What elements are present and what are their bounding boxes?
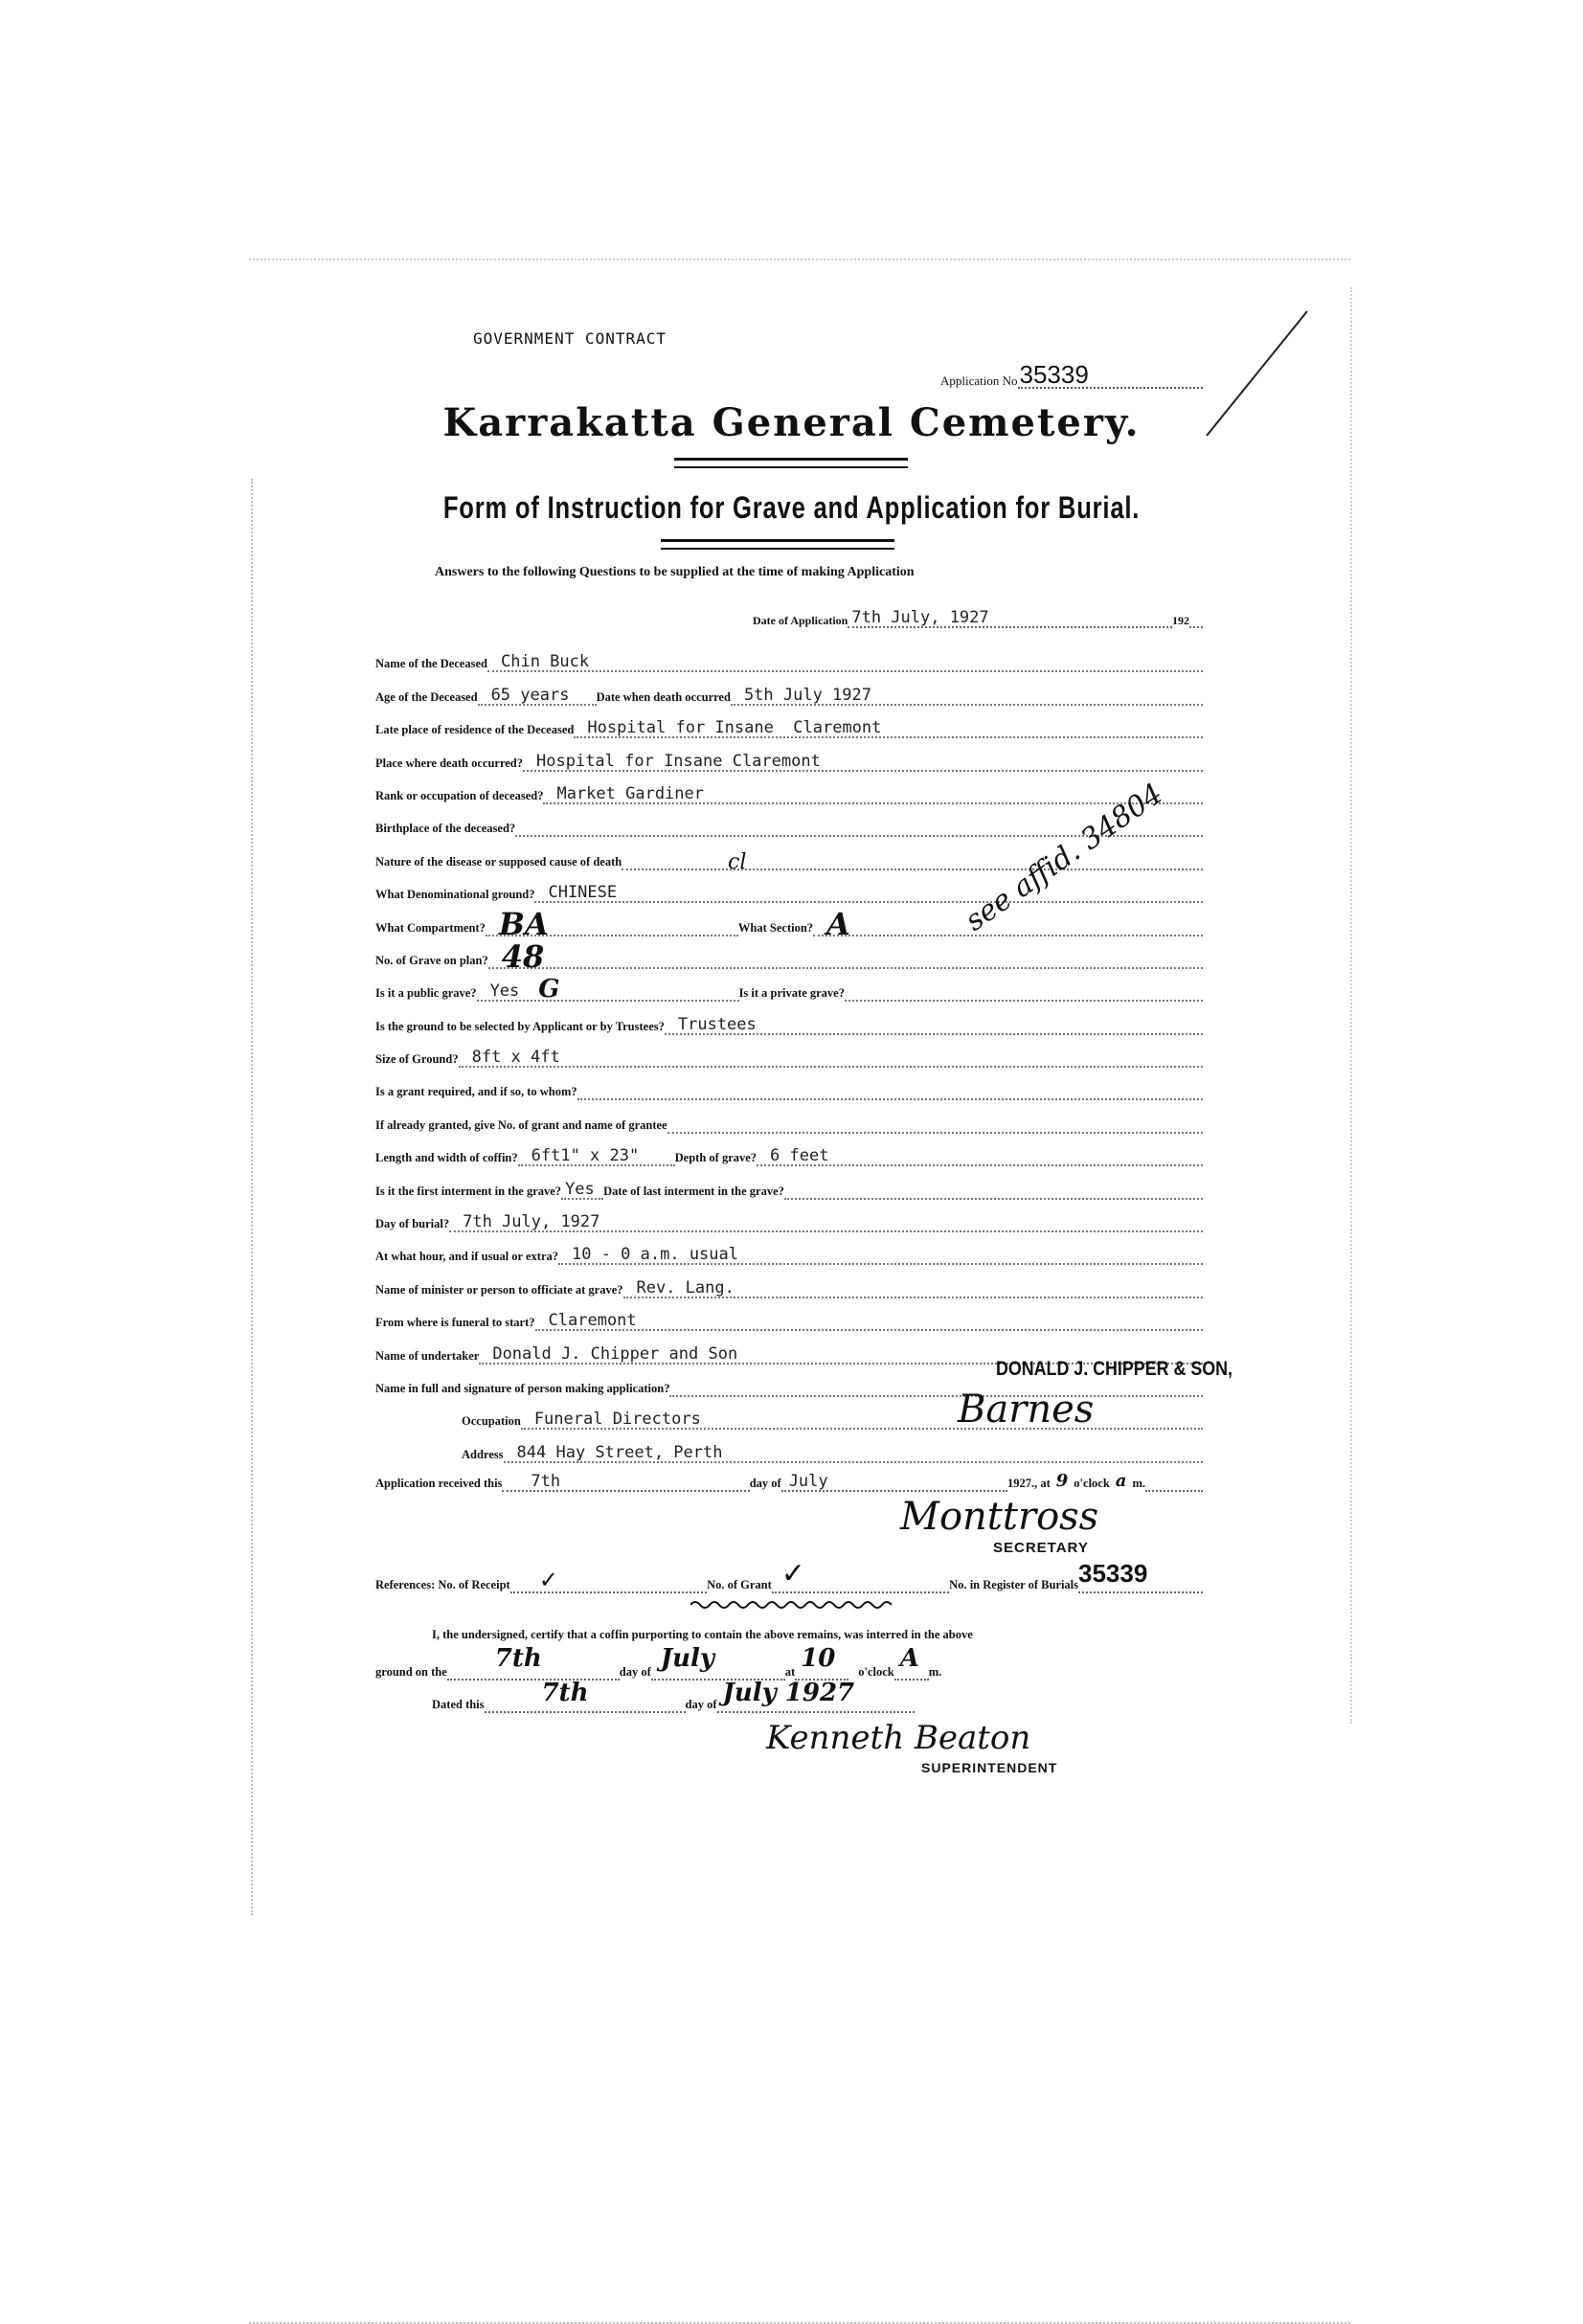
field-value-line[interactable] — [535, 1304, 1203, 1331]
field-label: Name of the Deceased — [375, 657, 487, 671]
received-label: Application received this — [375, 1477, 503, 1491]
field-label: What Denominational ground? — [375, 888, 535, 902]
field-label: Name of minister or person to officiate at grave? — [375, 1282, 623, 1297]
form-row — [375, 640, 1203, 672]
secretary-label: SECRETARY — [993, 1540, 1089, 1556]
field-value-line[interactable] — [477, 975, 739, 1002]
field-label: Rank or occupation of deceased? — [375, 788, 544, 802]
form-row — [375, 870, 1203, 903]
form-row — [375, 1200, 1203, 1232]
field-value-line[interactable] — [521, 1403, 1203, 1430]
form-row — [375, 1166, 1203, 1199]
field-value-line-secondary[interactable] — [845, 975, 1203, 1002]
field-value: 8ft x 4ft — [471, 1048, 560, 1068]
title-divider — [674, 458, 908, 468]
field-label: Occupation — [462, 1414, 521, 1429]
field-value: Rev. Lang. — [636, 1277, 735, 1297]
field-value: 7th July, 1927 — [463, 1212, 600, 1232]
application-number — [940, 362, 1203, 389]
field-value-line[interactable] — [487, 645, 1203, 672]
field-value-line[interactable] — [574, 711, 1203, 738]
dated-month-year: July 1927 — [722, 1679, 855, 1707]
field-value: Market Gardiner — [556, 783, 704, 803]
field-value: CHINESE — [548, 883, 618, 903]
field-label: If already granted, give No. of grant and name of grantee — [375, 1117, 667, 1132]
field-value: 48 — [501, 937, 545, 975]
denomination-annotation: cl — [728, 850, 747, 874]
form-row — [375, 1298, 1203, 1331]
field-label-secondary: Date when death occurred — [596, 689, 731, 704]
cemetery-title: Karrakatta General Cemetery. — [442, 400, 1141, 445]
m-label: m. — [1132, 1477, 1146, 1491]
field-value-line[interactable] — [558, 1238, 1203, 1265]
interment-ampm: A — [899, 1644, 919, 1673]
received-ampm: a — [1115, 1471, 1127, 1492]
form-row — [375, 1068, 1203, 1100]
oclock-label: o'clock — [858, 1665, 894, 1679]
form-row — [375, 1232, 1203, 1265]
field-label: Is the ground to be selected by Applicant or by Trustees? — [375, 1019, 665, 1033]
form-row — [375, 672, 1203, 705]
field-value-secondary: A — [826, 905, 850, 942]
field-value: 844 Hay Street, Perth — [516, 1442, 723, 1462]
field-value-line[interactable] — [665, 1008, 1203, 1035]
field-label: Is it the first interment in the grave? — [375, 1184, 562, 1198]
government-contract-label: GOVERNMENT CONTRACT — [473, 329, 667, 348]
form-row — [375, 1100, 1203, 1133]
field-value-line[interactable] — [667, 1107, 1203, 1134]
field-label-secondary: Date of last interment in the grave? — [603, 1184, 784, 1198]
form-row — [375, 1134, 1203, 1166]
field-value-line[interactable] — [459, 1041, 1203, 1068]
grant-label: No. of Grant — [707, 1578, 772, 1592]
field-value: Yes — [565, 1179, 595, 1199]
field-value-line[interactable] — [623, 1272, 1204, 1298]
field-label: Age of the Deceased — [375, 689, 478, 704]
field-value: 65 years — [490, 685, 570, 705]
field-label: Name in full and signature of person making application? — [375, 1381, 670, 1395]
field-value: Donald J. Chipper and Son — [492, 1343, 738, 1364]
field-label: Is it a public grave? — [375, 986, 477, 1001]
form-row — [375, 903, 1203, 942]
interment-day: 7th — [494, 1644, 542, 1673]
field-value-line[interactable] — [488, 937, 1203, 975]
form-row — [375, 969, 1203, 1002]
form-row — [375, 738, 1203, 771]
interment-month: July — [660, 1644, 714, 1673]
field-value-line[interactable] — [486, 905, 738, 942]
field-label: Day of burial? — [375, 1217, 450, 1231]
field-value-line[interactable] — [622, 844, 1203, 870]
field-value-secondary: 6 feet — [770, 1146, 829, 1166]
field-label: Nature of the disease or supposed cause of death — [375, 854, 622, 869]
instructions-text: Answers to the following Questions to be supplied at the time of making Application — [435, 565, 915, 579]
field-label: Length and width of coffin? — [375, 1151, 518, 1165]
m-label: m. — [928, 1665, 942, 1679]
date-value: 7th July, 1927 — [851, 608, 989, 627]
field-value-line[interactable] — [577, 1073, 1203, 1100]
field-label: Birthplace of the deceased? — [375, 822, 516, 836]
receipt-label: References: No. of Receipt — [375, 1578, 510, 1592]
applicant-signature: Barnes — [958, 1388, 1095, 1432]
references-row — [375, 1558, 1203, 1594]
field-label-secondary: Depth of grave? — [674, 1151, 758, 1165]
undertaker-stamp: DONALD J. CHIPPER & SON, — [996, 1358, 1232, 1380]
public-grave-annotation: G — [538, 975, 560, 1004]
field-value: Yes — [489, 981, 520, 1002]
superintendent-signature: Kenneth Beaton — [766, 1719, 1031, 1757]
at-label: at — [784, 1665, 796, 1679]
field-value-line-secondary[interactable] — [757, 1139, 1203, 1166]
interment-hour: 10 — [801, 1644, 836, 1673]
field-value-line[interactable] — [518, 1139, 675, 1166]
field-value-line[interactable] — [523, 745, 1203, 772]
received-day: 7th — [531, 1472, 561, 1492]
dated-label: Dated this — [432, 1698, 485, 1711]
wavy-divider — [690, 1599, 893, 1611]
field-label: Size of Ground? — [375, 1052, 459, 1067]
field-value: Hospital for Insane Claremont — [587, 718, 882, 738]
register-number: 35339 — [1078, 1559, 1148, 1589]
form-row — [375, 1430, 1203, 1462]
date-label: Date of Application — [753, 614, 848, 627]
field-value: Trustees — [677, 1014, 757, 1034]
received-month: July — [788, 1472, 828, 1492]
year-label: 1927., at — [1006, 1477, 1051, 1491]
field-value: Claremont — [548, 1311, 637, 1331]
date-suffix: 192 — [1172, 614, 1189, 627]
field-label: At what hour, and if usual or extra? — [375, 1250, 558, 1264]
form-row — [375, 772, 1203, 804]
form-row — [375, 1265, 1203, 1297]
field-value-line[interactable] — [543, 778, 1203, 804]
register-label: No. in Register of Burials — [949, 1578, 1079, 1592]
scan-top-edge — [249, 259, 1350, 260]
day-of-label: day of — [749, 1477, 781, 1491]
field-label-secondary: Is it a private grave? — [738, 986, 845, 1001]
application-no-label: Application No — [940, 373, 1018, 388]
certificate — [375, 1628, 1203, 1713]
field-value-line-secondary[interactable] — [731, 679, 1203, 706]
dated-day-of-label: day of — [685, 1698, 717, 1711]
superintendent-label: SUPERINTENDENT — [921, 1760, 1058, 1775]
date-of-application — [753, 609, 1203, 628]
field-label: From where is funeral to start? — [375, 1316, 535, 1330]
field-value: Hospital for Insane Claremont — [536, 751, 821, 771]
application-received-row — [375, 1459, 1203, 1492]
received-hour: 9 — [1055, 1471, 1069, 1492]
field-label: Name of undertaker — [375, 1348, 480, 1363]
form-title-divider — [661, 539, 894, 550]
certificate-text: I, the undersigned, certify that a coffin purporting to contain the above remains, was interred in the above — [432, 1628, 973, 1641]
day-of-label: day of — [619, 1665, 651, 1679]
application-no-value: 35339 — [1018, 362, 1203, 389]
field-value: Funeral Directors — [533, 1410, 701, 1430]
field-value-secondary: 5th July 1927 — [743, 685, 871, 705]
field-label: What Compartment? — [375, 920, 486, 935]
scan-edge-artifact — [251, 479, 253, 1915]
form-row — [375, 1035, 1203, 1068]
field-label: No. of Grave on plan? — [375, 953, 488, 967]
field-value-line-secondary[interactable] — [784, 1173, 1203, 1200]
field-value: 6ft1" x 23" — [531, 1146, 640, 1166]
field-label: Place where death occurred? — [375, 756, 524, 770]
secretary-signature: Monttross — [900, 1495, 1099, 1539]
field-value-line[interactable] — [534, 876, 1203, 903]
grant-tick: ✓ — [772, 1557, 949, 1593]
field-label: Is a grant required, and if so, to whom? — [375, 1085, 577, 1099]
field-value-line[interactable] — [561, 1173, 603, 1200]
receipt-tick: ✓ — [510, 1567, 707, 1593]
form-title: Form of Instruction for Grave and Application for Burial. — [442, 490, 1141, 525]
field-label: Address — [462, 1447, 504, 1461]
field-value: 10 - 0 a.m. usual — [572, 1245, 738, 1265]
form-row — [375, 706, 1203, 738]
dated-day: 7th — [541, 1679, 589, 1707]
form-fields — [375, 640, 1203, 1463]
form-row — [375, 1002, 1203, 1034]
field-label-secondary: What Section? — [737, 920, 814, 935]
field-value-line[interactable] — [449, 1206, 1203, 1232]
affidavit-annotation: see affid. 34804 — [959, 777, 1169, 938]
field-value: BA — [498, 905, 549, 942]
field-value-line[interactable] — [478, 679, 597, 706]
field-value: Chin Buck — [500, 652, 590, 672]
oclock-label: o'clock — [1074, 1477, 1110, 1491]
field-label: Late place of residence of the Deceased — [375, 723, 575, 737]
ground-label: ground on the — [375, 1665, 447, 1679]
